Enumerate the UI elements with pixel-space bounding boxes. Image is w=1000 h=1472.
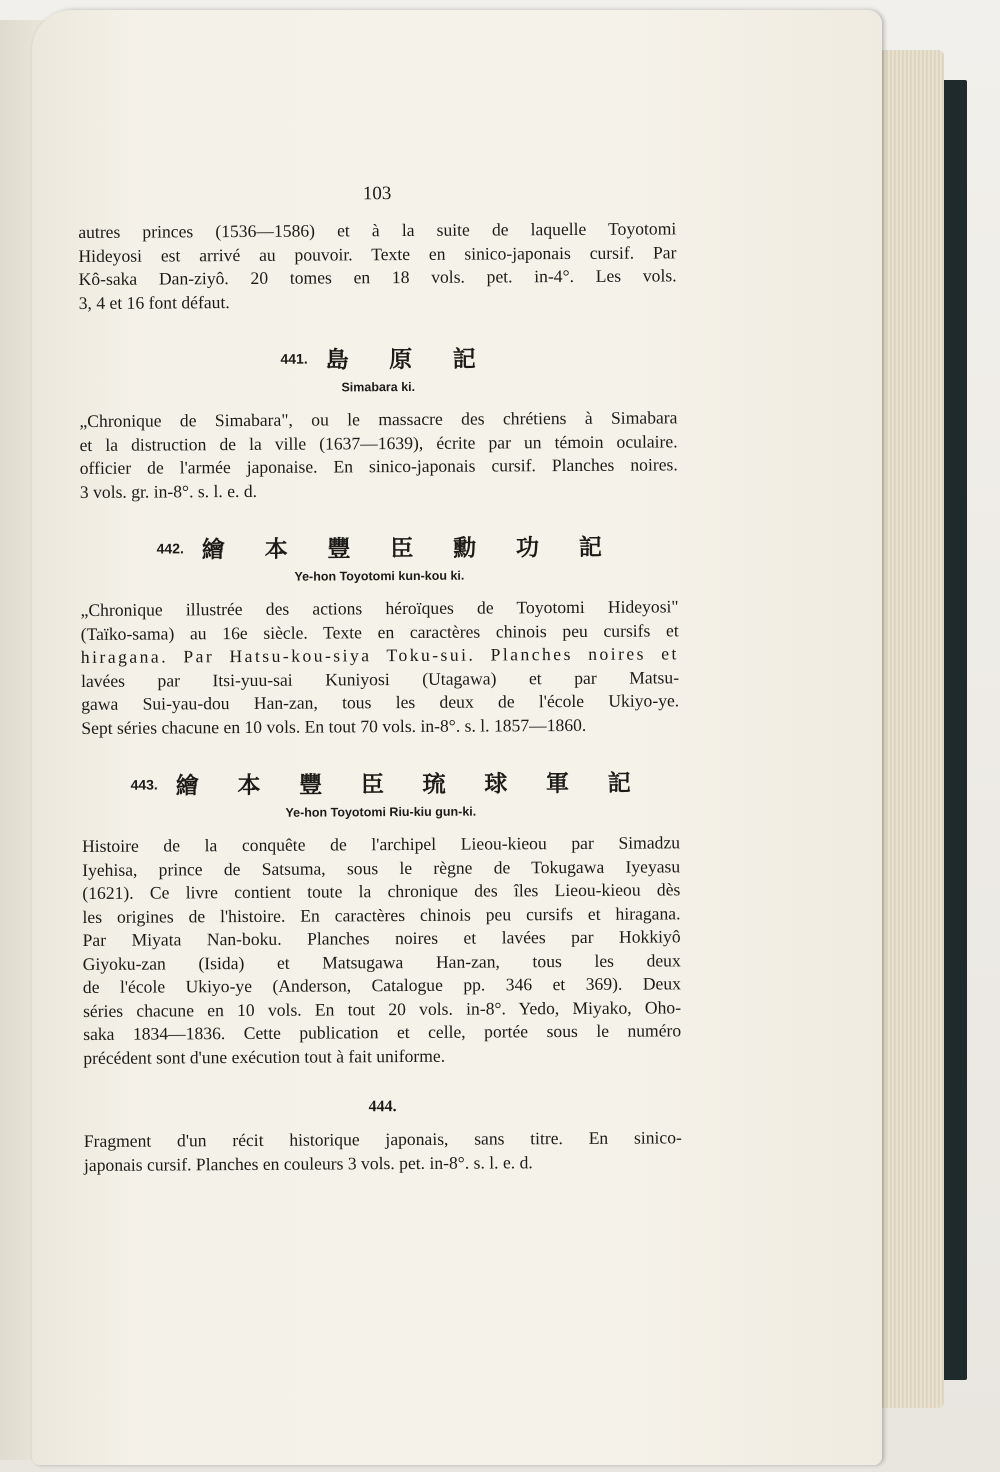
kanji-char: 原 xyxy=(389,346,413,374)
text-line: Par Miyata Nan-boku. Planches noires et lavées par Hokkiyô xyxy=(82,926,681,950)
entry-romaji-title: Ye-hon Toyotomi Riu-kiu gun-ki. xyxy=(285,804,477,820)
text-line: lavées par Itsi-yuu-sai Kuniyosi (Utagawa) et par Matsu- xyxy=(80,666,680,691)
intro-paragraph xyxy=(78,217,677,315)
entry-443-description xyxy=(82,831,681,1070)
entry-romaji-title: Simabara ki. xyxy=(341,379,416,395)
kanji-char: 豐 xyxy=(299,772,323,799)
text-line: (Taïko-sama) au 16e siècle. Texte en caractères chinois peu cursifs et xyxy=(80,619,679,644)
kanji-char: 軍 xyxy=(545,771,570,798)
entry-444-number: 444. xyxy=(368,1098,397,1116)
text-line: Kô-saka Dan-ziyô. 20 tomes en 18 vols. pet. in-4°. Les vols. xyxy=(78,265,677,289)
text-line: Iyehisa, prince de Satsuma, sous le règne de Tokugawa Iyeyasu xyxy=(82,855,681,880)
text-line: „Chronique de Simabara", ou le massacre des chrétiens à Simabara xyxy=(79,407,678,431)
kanji-char: 島 xyxy=(325,347,349,374)
entry-number: 442. xyxy=(156,539,184,557)
kanji-char: 臣 xyxy=(390,535,414,563)
text-line: 3 vols. gr. in-8°. s. l. e. d. xyxy=(79,480,258,502)
entry-442-header xyxy=(80,528,678,565)
entry-441-header xyxy=(79,339,677,376)
kanji-char: 記 xyxy=(452,346,476,373)
kanji-char: 球 xyxy=(484,771,508,798)
entry-442-description xyxy=(81,595,680,740)
text-line: autres princes (1536—1586) et à la suite de laquelle Toyotomi xyxy=(78,218,677,242)
text-line: précédent sont d'une exécution tout à fait uniforme. xyxy=(83,1045,446,1068)
kanji-char: 本 xyxy=(264,536,288,563)
kanji-char: 勳 xyxy=(453,535,477,562)
entry-444-description xyxy=(84,1126,682,1177)
text-line: Hideyosi est arrivé au pouvoir. Texte en sinico-japonais cursif. Par xyxy=(78,241,677,266)
text-line: „Chronique illustrée des actions héroïques de Toyotomi Hideyosi" xyxy=(80,596,679,620)
kanji-char: 功 xyxy=(515,535,540,562)
kanji-char: 臣 xyxy=(360,772,384,799)
text-line: de l'école Ukiyo-ye (Anderson, Catalogue pp. 346 et 369). Deux xyxy=(82,973,681,997)
page-content xyxy=(78,181,682,1177)
entry-kanji-title xyxy=(176,765,631,801)
kanji-char: 豐 xyxy=(327,536,351,563)
page-number: 103 xyxy=(362,183,392,205)
text-line: saka 1834—1836. Cette publication et celle, portée sous le numéro xyxy=(83,1020,682,1044)
entry-441-description xyxy=(79,406,678,504)
text-line: Sept séries chacune en 10 vols. En tout 70 vols. in-8°. s. l. 1857—1860. xyxy=(81,714,587,738)
text-line: séries chacune en 10 vols. En tout 20 vols. in-8°. Yedo, Miyako, Oho- xyxy=(82,996,682,1021)
text-line: Histoire de la conquête de l'archipel Lieou-kieou par Simadzu xyxy=(81,832,681,856)
entry-number: 443. xyxy=(130,776,158,793)
text-line: les origines de l'histoire. En caractères chinois peu cursifs et hiragana. xyxy=(82,902,681,927)
entry-kanji-title xyxy=(326,341,476,375)
kanji-char: 記 xyxy=(578,534,602,561)
kanji-char: 繪 xyxy=(201,537,225,564)
text-line: (1621). Ce livre contient toute la chronique des îles Lieou-kieou dès xyxy=(82,879,681,903)
kanji-char: 本 xyxy=(237,772,261,800)
kanji-char: 記 xyxy=(607,770,631,797)
kanji-char: 琉 xyxy=(422,771,446,798)
text-line: Giyoku-zan (Isida) et Matsugawa Han-zan, tous les deux xyxy=(82,949,681,974)
text-line: Fragment d'un récit historique japonais, sans titre. En sinico- xyxy=(83,1127,682,1151)
text-line: japonais cursif. Planches en couleurs 3 vols. pet. in-8°. s. l. e. d. xyxy=(83,1151,533,1175)
text-line: 3, 4 et 16 font défaut. xyxy=(78,291,230,313)
kanji-char: 繪 xyxy=(175,773,199,800)
entry-romaji-title: Ye-hon Toyotomi kun-kou ki. xyxy=(294,568,465,584)
text-line: hiragana. Par Hatsu-kou-siya Toku-sui. Planches noires et xyxy=(80,643,679,667)
entry-number: 441. xyxy=(280,350,308,367)
page-edges xyxy=(872,50,944,1408)
entry-443-header xyxy=(82,764,680,801)
text-line: et la distruction de la ville (1637—1639), écrite par un témoin oculaire. xyxy=(79,430,678,455)
text-line: officier de l'armée japonaise. En sinico-japonais cursif. Planches noires. xyxy=(79,454,678,478)
text-line: gawa Sui-yau-dou Han-zan, tous les deux de l'école Ukiyo-ye. xyxy=(81,690,680,714)
entry-kanji-title xyxy=(202,529,602,564)
